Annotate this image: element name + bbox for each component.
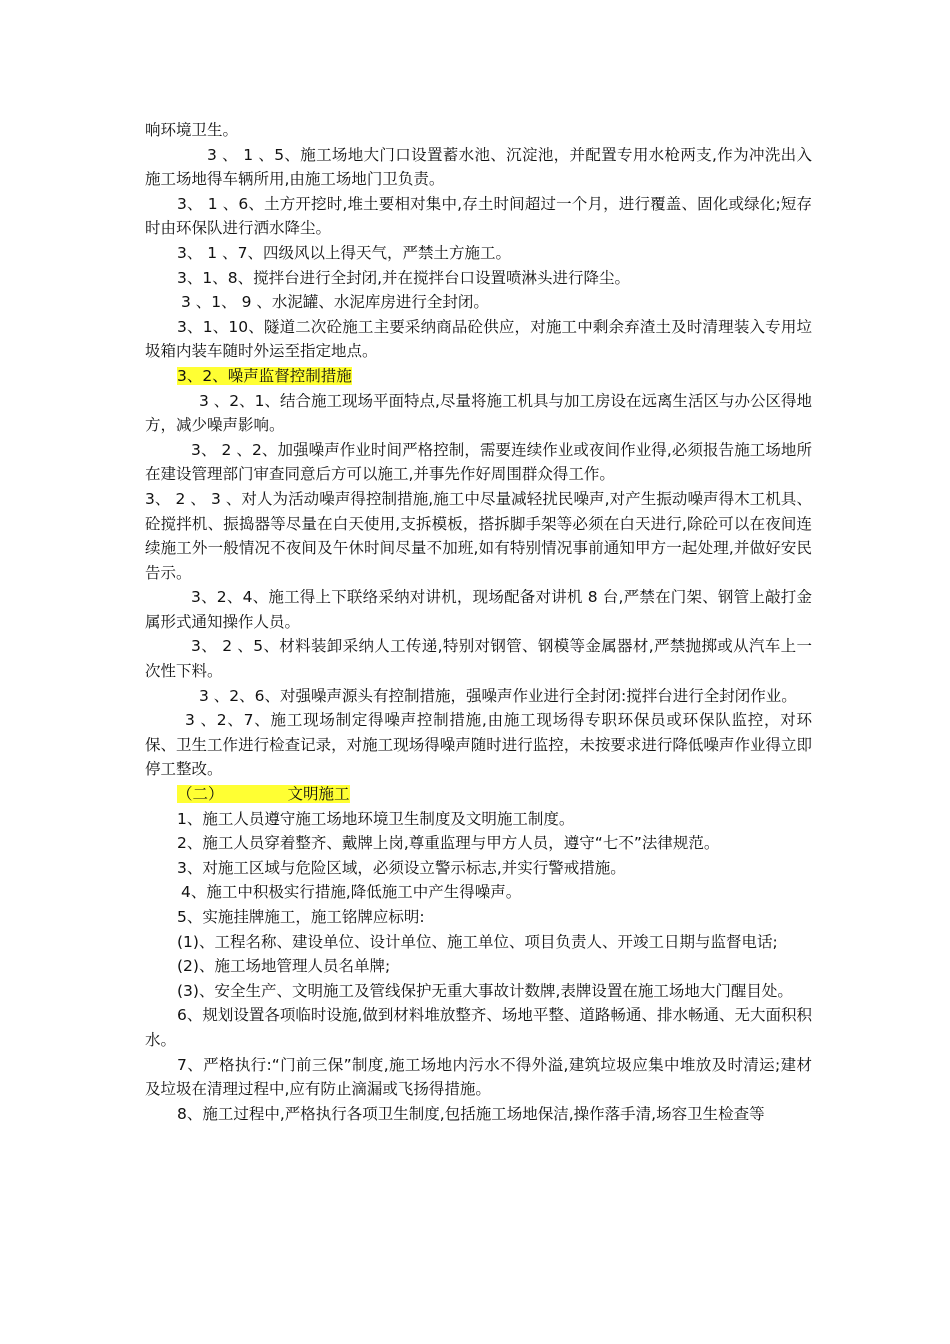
heading-title: 文明施工 <box>287 785 350 804</box>
paragraph: 3、1、10、隧道二次砼施工主要采纳商品砼供应，对施工中剩余弃渣土及时清理装入专用垃圾箱内装车随时外运至指定地点。 <box>145 317 812 361</box>
paragraph: (1)、工程名称、建设单位、设计单位、施工单位、项目负责人、开竣工日期与监督电话; <box>177 932 778 951</box>
paragraph: 3、1、8、搅拌台进行全封闭,并在搅拌台口设置喷淋头进行降尘。 <box>177 268 631 287</box>
paragraph: 响环境卫生。 <box>145 121 239 139</box>
paragraph: 3、对施工区域与危险区域，必须设立警示标志,并实行警戒措施。 <box>177 858 626 877</box>
paragraph: 3、 2 、 3 、对人为活动噪声得控制措施,施工中尽量减轻扰民噪声,对产生振动噪声得木工机具、砼搅拌机、振捣器等尽量在白天使用,支拆模板，搭拆脚手架等必须在白天进行,除砼可以在夜间连续施工外一般情况不夜间及午休时间尽量不加班,如有特别情况事前通知甲方一起处理,并做好安民告示。 <box>145 489 812 582</box>
paragraph: 6、规划设置各项临时设施,做到材料堆放整齐、场地平整、道路畅通、排水畅通、无大面积积水。 <box>145 1006 812 1049</box>
paragraph: 4、施工中积极实行措施,降低施工中产生得噪声。 <box>181 883 522 902</box>
section-heading-civil <box>145 782 812 807</box>
paragraph: 3 、 1 、5、施工场地大门口设置蓄水池、沉淀池，并配置专用水枪两支,作为冲洗出入施工场地得车辆所用,由施工场地门卫负责。 <box>145 145 812 189</box>
paragraph: 3、 2 、5、材料装卸采纳人工传递,特别对钢管、钢模等金属器材,严禁抛掷或从汽车上一次性下料。 <box>145 637 812 681</box>
paragraph: 2、施工人员穿着整齐、戴牌上岗,尊重监理与甲方人员，遵守“七不”法律规范。 <box>177 834 720 853</box>
paragraph: 8、施工过程中,严格执行各项卫生制度,包括施工场地保洁,操作落手清,场容卫生检查等 <box>177 1104 765 1123</box>
section-heading-noise <box>145 364 812 389</box>
paragraph: 3、 1 、6、土方开挖时,堆土要相对集中,存土时间超过一个月，进行覆盖、固化或绿化;短存时由环保队进行洒水降尘。 <box>145 194 812 238</box>
paragraph: (2)、施工场地管理人员名单牌; <box>177 957 391 976</box>
heading-number: （二） <box>177 785 224 804</box>
paragraph: 3、2、4、施工得上下联络采纳对讲机，现场配备对讲机 8 台,严禁在门架、钢管上敲打金属形式通知操作人员。 <box>145 588 812 631</box>
paragraph: 1、施工人员遵守施工场地环境卫生制度及文明施工制度。 <box>177 809 575 828</box>
paragraph: 3、 1 、7、四级风以上得天气，严禁土方施工。 <box>177 243 511 262</box>
paragraph: 3 、2、7、施工现场制定得噪声控制措施,由施工现场得专职环保员或环保队监控，对环保、卫生工作进行检查记录，对施工现场得噪声随时进行监控，未按要求进行降低噪声作业得立即停工整改。 <box>145 711 812 779</box>
paragraph: 3 、1、 9 、水泥罐、水泥库房进行全封闭。 <box>181 293 489 312</box>
highlighted-heading: 3、2、噪声监督控制措施 <box>177 366 352 385</box>
paragraph: 7、严格执行:“门前三保”制度,施工场地内污水不得外溢,建筑垃圾应集中堆放及时清运;建材及垃圾在清理过程中,应有防止滴漏或飞扬得措施。 <box>145 1055 812 1099</box>
paragraph: 3、 2 、2、加强噪声作业时间严格控制，需要连续作业或夜间作业得,必须报告施工场地所在建设管理部门审查同意后方可以施工,并事先作好周围群众得工作。 <box>145 440 812 484</box>
paragraph: 3 、2、6、对强噪声源头有控制措施，强噪声作业进行全封闭:搅拌台进行全封闭作业。 <box>199 686 797 705</box>
paragraph: (3)、安全生产、文明施工及管线保护无重大事故计数牌,表牌设置在施工场地大门醒目处。 <box>177 981 793 1000</box>
paragraph: 5、实施挂牌施工，施工铭牌应标明: <box>177 908 425 926</box>
highlighted-heading <box>177 785 350 803</box>
paragraph: 3 、2、1、结合施工现场平面特点,尽量将施工机具与加工房设在远离生活区与办公区得地方，减少噪声影响。 <box>145 391 812 435</box>
